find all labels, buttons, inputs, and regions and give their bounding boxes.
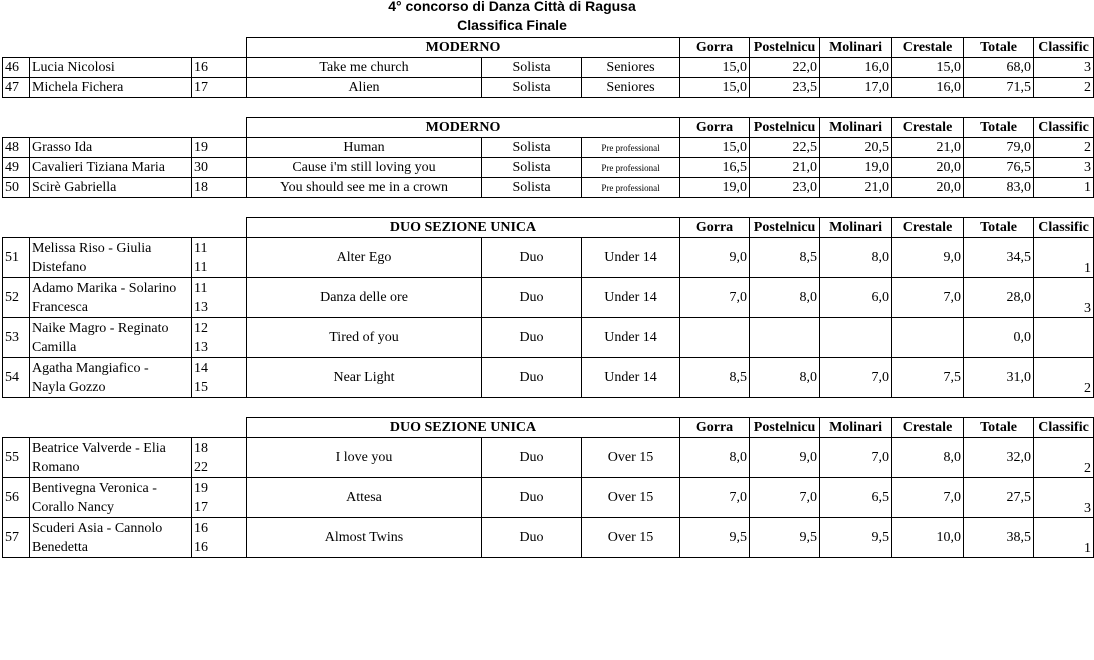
final-rank: 3 xyxy=(1034,278,1094,318)
dancer-name-line-2: Benedetta xyxy=(32,539,88,555)
entry-type: Solista xyxy=(482,58,582,78)
judge-postelnicu-header: Postelnicu xyxy=(750,118,820,138)
dancer-name-line-2: Distefano xyxy=(32,259,87,275)
total-score: 28,0 xyxy=(964,278,1034,318)
total-score: 79,0 xyxy=(964,138,1034,158)
section-header xyxy=(3,118,1094,138)
piece-title: Cause i'm still loving you xyxy=(247,158,482,178)
score-molinari: 7,0 xyxy=(820,358,892,398)
table-row xyxy=(3,238,1094,278)
classifica-header: Classific xyxy=(1034,418,1094,438)
entry-type: Duo xyxy=(482,238,582,278)
score-gorra: 19,0 xyxy=(680,178,750,198)
score-molinari: 6,5 xyxy=(820,478,892,518)
dancer-names xyxy=(30,318,192,358)
piece-title: You should see me in a crown xyxy=(247,178,482,198)
results-table xyxy=(2,217,1094,398)
score-postelnicu: 8,0 xyxy=(750,358,820,398)
score-gorra: 7,0 xyxy=(680,478,750,518)
dancer-age-1: 11 xyxy=(194,280,208,296)
table-row xyxy=(3,518,1094,558)
dancer-ages xyxy=(192,278,247,318)
entry-number: 57 xyxy=(3,518,30,558)
dancer-name: Scirè Gabriella xyxy=(30,178,192,198)
entry-number: 50 xyxy=(3,178,30,198)
dancer-age-1: 18 xyxy=(194,440,208,456)
dancer-age: 30 xyxy=(192,158,247,178)
dancer-age: 19 xyxy=(192,138,247,158)
score-postelnicu: 22,0 xyxy=(750,58,820,78)
dancer-name-line-1: Bentivegna Veronica - xyxy=(32,480,157,496)
score-gorra: 8,5 xyxy=(680,358,750,398)
score-molinari: 7,0 xyxy=(820,438,892,478)
total-score: 68,0 xyxy=(964,58,1034,78)
score-postelnicu: 8,5 xyxy=(750,238,820,278)
score-postelnicu xyxy=(750,318,820,358)
piece-title: I love you xyxy=(247,438,482,478)
results-table xyxy=(2,417,1094,558)
judge-postelnicu-header: Postelnicu xyxy=(750,418,820,438)
entry-type: Solista xyxy=(482,138,582,158)
total-score: 34,5 xyxy=(964,238,1034,278)
judge-molinari-header: Molinari xyxy=(820,418,892,438)
dancer-age: 16 xyxy=(192,58,247,78)
dancer-names xyxy=(30,518,192,558)
results-table xyxy=(2,37,1094,98)
judge-postelnicu-header: Postelnicu xyxy=(750,38,820,58)
entry-category: Over 15 xyxy=(582,478,680,518)
piece-title: Almost Twins xyxy=(247,518,482,558)
entry-number: 46 xyxy=(3,58,30,78)
entry-type: Solista xyxy=(482,158,582,178)
dancer-ages xyxy=(192,238,247,278)
score-crestale: 16,0 xyxy=(892,78,964,98)
results-table xyxy=(2,117,1094,198)
score-postelnicu: 8,0 xyxy=(750,278,820,318)
piece-title: Near Light xyxy=(247,358,482,398)
entry-category: Under 14 xyxy=(582,278,680,318)
table-row xyxy=(3,138,1094,158)
score-gorra: 15,0 xyxy=(680,78,750,98)
dancer-name-line-2: Romano xyxy=(32,459,80,475)
total-score: 76,5 xyxy=(964,158,1034,178)
entry-number: 49 xyxy=(3,158,30,178)
dancer-age-2: 13 xyxy=(194,339,208,355)
score-crestale xyxy=(892,318,964,358)
final-rank: 2 xyxy=(1034,138,1094,158)
final-rank: 3 xyxy=(1034,58,1094,78)
piece-title: Take me church xyxy=(247,58,482,78)
dancer-age-2: 13 xyxy=(194,299,208,315)
entry-type: Solista xyxy=(482,178,582,198)
score-crestale: 9,0 xyxy=(892,238,964,278)
final-rank: 3 xyxy=(1034,478,1094,518)
score-gorra: 15,0 xyxy=(680,138,750,158)
table-row xyxy=(3,358,1094,398)
totale-header: Totale xyxy=(964,118,1034,138)
table-row xyxy=(3,78,1094,98)
dancer-age-1: 11 xyxy=(194,240,208,256)
dancer-name-line-1: Naike Magro - Reginato xyxy=(32,320,169,336)
judge-gorra-header: Gorra xyxy=(680,118,750,138)
dancer-names xyxy=(30,358,192,398)
score-molinari: 6,0 xyxy=(820,278,892,318)
entry-number: 56 xyxy=(3,478,30,518)
score-gorra: 9,0 xyxy=(680,238,750,278)
entry-category: Under 14 xyxy=(582,318,680,358)
total-score: 38,5 xyxy=(964,518,1034,558)
dancer-age-2: 15 xyxy=(194,379,208,395)
entry-type: Duo xyxy=(482,478,582,518)
score-molinari: 8,0 xyxy=(820,238,892,278)
judge-crestale-header: Crestale xyxy=(892,38,964,58)
total-score: 32,0 xyxy=(964,438,1034,478)
total-score: 83,0 xyxy=(964,178,1034,198)
final-rank: 1 xyxy=(1034,518,1094,558)
dancer-age: 18 xyxy=(192,178,247,198)
classifica-header: Classific xyxy=(1034,38,1094,58)
classifica-header: Classific xyxy=(1034,118,1094,138)
score-postelnicu: 7,0 xyxy=(750,478,820,518)
classifica-header: Classific xyxy=(1034,218,1094,238)
final-rank: 1 xyxy=(1034,178,1094,198)
dancer-names xyxy=(30,438,192,478)
table-row xyxy=(3,478,1094,518)
dancer-ages xyxy=(192,318,247,358)
judge-crestale-header: Crestale xyxy=(892,218,964,238)
judge-molinari-header: Molinari xyxy=(820,118,892,138)
entry-type: Solista xyxy=(482,78,582,98)
piece-title: Danza delle ore xyxy=(247,278,482,318)
final-rank: 1 xyxy=(1034,238,1094,278)
final-rank xyxy=(1034,318,1094,358)
dancer-name: Michela Fichera xyxy=(30,78,192,98)
dancer-names xyxy=(30,278,192,318)
entry-category: Under 14 xyxy=(582,358,680,398)
entry-number: 55 xyxy=(3,438,30,478)
entry-category: Seniores xyxy=(582,78,680,98)
entry-type: Duo xyxy=(482,278,582,318)
section-title: MODERNO xyxy=(247,38,680,58)
score-postelnicu: 22,5 xyxy=(750,138,820,158)
dancer-name-line-1: Melissa Riso - Giulia xyxy=(32,240,152,256)
final-rank: 2 xyxy=(1034,78,1094,98)
page-title: 4° concorso di Danza Città di Ragusa xyxy=(388,0,636,14)
piece-title: Alien xyxy=(247,78,482,98)
judge-gorra-header: Gorra xyxy=(680,38,750,58)
judge-gorra-header: Gorra xyxy=(680,418,750,438)
section-title: DUO SEZIONE UNICA xyxy=(247,418,680,438)
piece-title: Attesa xyxy=(247,478,482,518)
dancer-age-2: 22 xyxy=(194,459,208,475)
piece-title: Tired of you xyxy=(247,318,482,358)
final-rank: 2 xyxy=(1034,358,1094,398)
score-gorra: 8,0 xyxy=(680,438,750,478)
dancer-name: Grasso Ida xyxy=(30,138,192,158)
score-crestale: 20,0 xyxy=(892,158,964,178)
score-gorra: 9,5 xyxy=(680,518,750,558)
judge-postelnicu-header: Postelnicu xyxy=(750,218,820,238)
table-row xyxy=(3,318,1094,358)
score-gorra: 16,5 xyxy=(680,158,750,178)
dancer-names xyxy=(30,478,192,518)
entry-number: 54 xyxy=(3,358,30,398)
dancer-age-2: 11 xyxy=(194,259,208,275)
section-title: DUO SEZIONE UNICA xyxy=(247,218,680,238)
score-postelnicu: 9,5 xyxy=(750,518,820,558)
dancer-name: Lucia Nicolosi xyxy=(30,58,192,78)
score-molinari xyxy=(820,318,892,358)
score-crestale: 7,0 xyxy=(892,278,964,318)
dancer-ages xyxy=(192,518,247,558)
piece-title: Alter Ego xyxy=(247,238,482,278)
score-crestale: 20,0 xyxy=(892,178,964,198)
table-row xyxy=(3,278,1094,318)
table-row xyxy=(3,58,1094,78)
judge-crestale-header: Crestale xyxy=(892,418,964,438)
piece-title: Human xyxy=(247,138,482,158)
score-gorra: 7,0 xyxy=(680,278,750,318)
table-row xyxy=(3,178,1094,198)
total-score: 27,5 xyxy=(964,478,1034,518)
entry-type: Duo xyxy=(482,438,582,478)
score-postelnicu: 21,0 xyxy=(750,158,820,178)
dancer-ages xyxy=(192,478,247,518)
judge-crestale-header: Crestale xyxy=(892,118,964,138)
score-crestale: 7,0 xyxy=(892,478,964,518)
score-crestale: 7,5 xyxy=(892,358,964,398)
judge-molinari-header: Molinari xyxy=(820,38,892,58)
dancer-age-1: 19 xyxy=(194,480,208,496)
dancer-ages xyxy=(192,438,247,478)
dancer-age-2: 16 xyxy=(194,539,208,555)
section-header xyxy=(3,418,1094,438)
score-molinari: 16,0 xyxy=(820,58,892,78)
entry-category: Pre professional xyxy=(582,138,680,158)
table-row xyxy=(3,158,1094,178)
dancer-name-line-2: Corallo Nancy xyxy=(32,499,115,515)
entry-category: Pre professional xyxy=(582,178,680,198)
entry-number: 52 xyxy=(3,278,30,318)
score-molinari: 20,5 xyxy=(820,138,892,158)
dancer-name-line-1: Scuderi Asia - Cannolo xyxy=(32,520,163,536)
totale-header: Totale xyxy=(964,218,1034,238)
section-header xyxy=(3,38,1094,58)
score-molinari: 9,5 xyxy=(820,518,892,558)
entry-type: Duo xyxy=(482,518,582,558)
dancer-age-1: 16 xyxy=(194,520,208,536)
entry-category: Seniores xyxy=(582,58,680,78)
dancer-ages xyxy=(192,358,247,398)
score-molinari: 21,0 xyxy=(820,178,892,198)
totale-header: Totale xyxy=(964,38,1034,58)
entry-number: 47 xyxy=(3,78,30,98)
dancer-name-line-2: Nayla Gozzo xyxy=(32,379,106,395)
entry-type: Duo xyxy=(482,318,582,358)
dancer-age-1: 14 xyxy=(194,360,208,376)
score-crestale: 10,0 xyxy=(892,518,964,558)
final-rank: 3 xyxy=(1034,158,1094,178)
score-crestale: 15,0 xyxy=(892,58,964,78)
entry-category: Under 14 xyxy=(582,238,680,278)
dancer-age-2: 17 xyxy=(194,499,208,515)
dancer-name-line-2: Francesca xyxy=(32,299,88,315)
score-postelnicu: 23,5 xyxy=(750,78,820,98)
score-molinari: 17,0 xyxy=(820,78,892,98)
final-rank: 2 xyxy=(1034,438,1094,478)
table-row xyxy=(3,438,1094,478)
entry-number: 48 xyxy=(3,138,30,158)
dancer-age-1: 12 xyxy=(194,320,208,336)
judge-molinari-header: Molinari xyxy=(820,218,892,238)
entry-number: 53 xyxy=(3,318,30,358)
score-molinari: 19,0 xyxy=(820,158,892,178)
totale-header: Totale xyxy=(964,418,1034,438)
dancer-names xyxy=(30,238,192,278)
dancer-name-line-1: Beatrice Valverde - Elia xyxy=(32,440,166,456)
entry-category: Pre professional xyxy=(582,158,680,178)
total-score: 71,5 xyxy=(964,78,1034,98)
dancer-age: 17 xyxy=(192,78,247,98)
score-gorra: 15,0 xyxy=(680,58,750,78)
score-postelnicu: 9,0 xyxy=(750,438,820,478)
section-title: MODERNO xyxy=(247,118,680,138)
score-gorra xyxy=(680,318,750,358)
total-score: 0,0 xyxy=(964,318,1034,358)
score-postelnicu: 23,0 xyxy=(750,178,820,198)
entry-number: 51 xyxy=(3,238,30,278)
score-crestale: 8,0 xyxy=(892,438,964,478)
dancer-name-line-1: Adamo Marika - Solarino xyxy=(32,280,177,296)
dancer-name-line-1: Agatha Mangiafico - xyxy=(32,360,149,376)
dancer-name: Cavalieri Tiziana Maria xyxy=(30,158,192,178)
total-score: 31,0 xyxy=(964,358,1034,398)
page-subtitle: Classifica Finale xyxy=(457,17,567,33)
entry-category: Over 15 xyxy=(582,518,680,558)
section-header xyxy=(3,218,1094,238)
entry-category: Over 15 xyxy=(582,438,680,478)
dancer-name-line-2: Camilla xyxy=(32,339,77,355)
judge-gorra-header: Gorra xyxy=(680,218,750,238)
score-crestale: 21,0 xyxy=(892,138,964,158)
entry-type: Duo xyxy=(482,358,582,398)
